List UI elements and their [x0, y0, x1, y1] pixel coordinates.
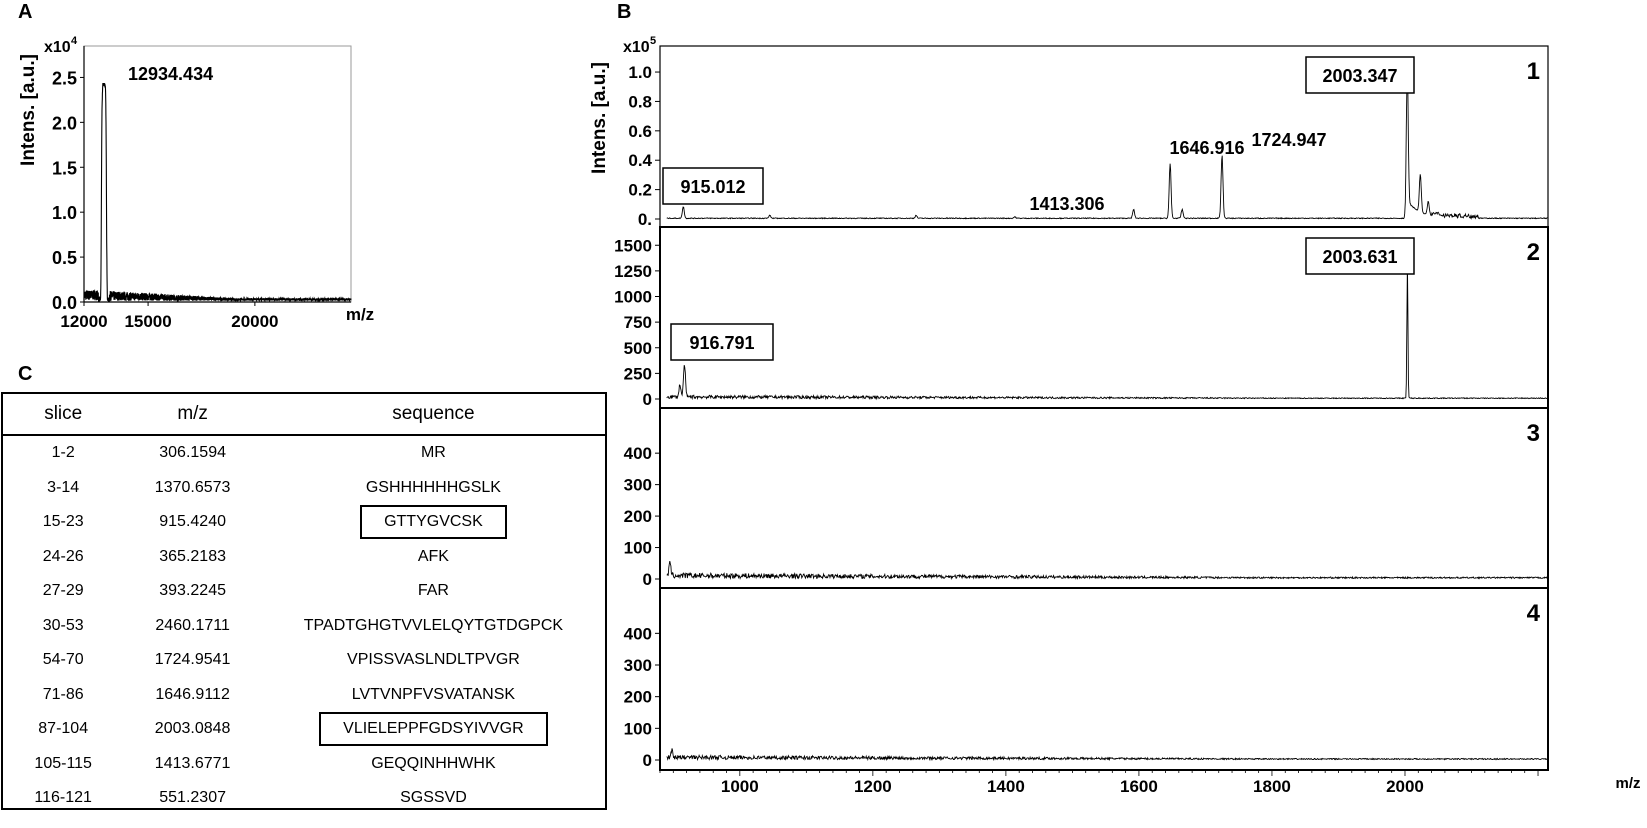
- y-tick-label: 300: [623, 475, 652, 495]
- header-sequence: sequence: [262, 394, 605, 435]
- cell-mz: 1413.6771: [154, 754, 231, 772]
- cell-slice: 27-29: [42, 582, 84, 600]
- cell-mz: 551.2307: [159, 789, 226, 807]
- subplot-4: [624, 588, 1548, 770]
- subplot-frame: [660, 588, 1548, 770]
- table-row: [3, 712, 605, 747]
- cell-mz: 2003.0848: [154, 720, 231, 738]
- cell-sequence: [262, 435, 605, 471]
- peak-label: 1646.916: [1169, 138, 1245, 158]
- table-row: [3, 609, 605, 644]
- subplot-frame: [660, 227, 1548, 408]
- y-tick-label: 0.8: [628, 92, 652, 112]
- cell-sequence: [262, 574, 605, 609]
- y-tick-label: 0: [642, 390, 652, 409]
- table-row: [3, 643, 605, 678]
- x-tick-label: 12000: [60, 312, 108, 331]
- y-tick-label: 1.0: [628, 63, 652, 83]
- y-tick-label: 0.6: [628, 121, 652, 141]
- y-tick-label: 0.4: [628, 151, 652, 171]
- y-tick-label: 750: [623, 313, 652, 333]
- panel-label-c: C: [18, 363, 33, 385]
- y-tick-label: 1000: [614, 287, 652, 307]
- cell-sequence: [262, 747, 605, 782]
- spectrum-trace: [667, 748, 1548, 759]
- table-row: [3, 505, 605, 540]
- sequence-text: TPADTGHGTVVLELQYTGTDGPCK: [303, 616, 564, 634]
- cell-sequence: [262, 643, 605, 678]
- cell-sequence: [262, 471, 605, 506]
- subplot-2: [614, 227, 1548, 409]
- y-multiplier-exp: 5: [650, 35, 657, 47]
- y-multiplier: x10: [623, 39, 650, 56]
- x-tick-label: 20000: [231, 312, 279, 331]
- cell-slice: 71-86: [42, 685, 84, 703]
- y-tick-label: 200: [623, 507, 652, 527]
- table-row: [3, 781, 605, 816]
- x-tick-label: 1800: [1253, 777, 1291, 796]
- y-tick-label: 200: [623, 687, 652, 707]
- sequence-text: VPISSVASLNDLTPVGR: [347, 651, 520, 669]
- sequence-text: FAR: [417, 582, 449, 600]
- y-tick-label: 1500: [614, 236, 652, 256]
- y-tick-label: 500: [623, 338, 652, 358]
- y-tick-label: 0.2: [628, 180, 652, 200]
- y-tick-label: 100: [623, 538, 652, 558]
- peak-label: 1724.947: [1251, 130, 1327, 150]
- sequence-highlight-box: VLIELEPPFGDSYIVVGR: [319, 712, 548, 746]
- subplot-number: 3: [1526, 420, 1540, 447]
- x-tick-label: 1400: [986, 777, 1025, 796]
- x-tick-label: 1000: [720, 777, 759, 796]
- subplot-frame: [660, 408, 1548, 588]
- panel-b-chart: [589, 35, 1641, 796]
- cell-mz: 1370.6573: [154, 478, 231, 496]
- sequence-text: MR: [420, 444, 446, 462]
- table-row: [3, 471, 605, 506]
- y-axis-label: Intens. [a.u.]: [589, 62, 610, 174]
- y-axis-label: Intens. [a.u.]: [18, 54, 39, 166]
- cell-slice: 15-23: [42, 513, 84, 531]
- cell-slice: 87-104: [38, 720, 89, 738]
- y-tick-label: 2.0: [51, 113, 77, 134]
- cell-sequence: [262, 505, 605, 540]
- cell-mz: 365.2183: [159, 547, 226, 565]
- spectrum-trace: [667, 561, 1548, 578]
- subplot-3: [624, 408, 1548, 589]
- y-tick-label: 250: [623, 364, 652, 384]
- cell-slice: 3-14: [47, 478, 80, 496]
- y-tick-label: 1250: [614, 261, 652, 281]
- y-tick-label: 0.5: [51, 248, 77, 269]
- plot-frame: [84, 46, 351, 302]
- sequence-text: AFK: [417, 547, 449, 565]
- y-tick-label: 100: [623, 719, 652, 739]
- x-tick-label: 1600: [1120, 777, 1158, 796]
- cell-slice: 24-26: [42, 547, 84, 565]
- cell-slice: 54-70: [42, 651, 84, 669]
- subplot-1: [623, 35, 1548, 229]
- table-row: [3, 747, 605, 782]
- y-tick-label: 400: [623, 444, 652, 464]
- peak-label: 12934.434: [128, 64, 214, 84]
- panel-label-a: A: [18, 1, 33, 23]
- cell-sequence: [262, 540, 605, 575]
- panel-a-chart: [18, 35, 374, 331]
- sequence-highlight-box: GTTYGVCSK: [360, 505, 507, 539]
- peak-label: 915.012: [680, 177, 746, 197]
- y-tick-label: 0: [642, 570, 652, 589]
- peak-label: 916.791: [689, 333, 755, 353]
- y-tick-label: 0.: [637, 210, 652, 229]
- cell-sequence: [262, 678, 605, 713]
- sequence-text: GSHHHHHHGSLK: [365, 478, 501, 496]
- peak-label: 2003.347: [1322, 66, 1398, 86]
- panel-label-b: B: [617, 1, 632, 23]
- peak-label: 2003.631: [1322, 247, 1398, 267]
- y-tick-label: 0: [642, 751, 652, 770]
- panel-c-table: [1, 392, 607, 810]
- cell-slice: 116-121: [34, 789, 92, 807]
- table-row: [3, 435, 605, 471]
- spectrum-trace: [667, 261, 1548, 399]
- cell-slice: 30-53: [42, 616, 84, 634]
- peptide-table: [3, 394, 605, 816]
- y-tick-label: 2.5: [51, 68, 77, 89]
- subplot-number: 1: [1526, 58, 1540, 85]
- x-tick-label: 15000: [124, 312, 172, 331]
- cell-mz: 2460.1711: [155, 616, 230, 634]
- cell-slice: 1-2: [51, 444, 75, 462]
- subplot-number: 4: [1526, 600, 1540, 627]
- sequence-text: LVTVNPFVSVATANSK: [351, 685, 516, 703]
- cell-mz: 1724.9541: [154, 651, 231, 669]
- y-tick-label: 1.5: [51, 158, 77, 179]
- table-row: [3, 540, 605, 575]
- sequence-text: SGSSVD: [400, 789, 467, 807]
- cell-mz: 393.2245: [159, 582, 226, 600]
- sequence-text: GEQQINHHWHK: [371, 754, 496, 772]
- y-tick-label: 300: [623, 656, 652, 675]
- spectrum-trace: [667, 60, 1548, 219]
- cell-mz: 1646.9112: [155, 685, 230, 703]
- x-tick-label: 2000: [1386, 777, 1424, 796]
- cell-mz: 915.4240: [159, 513, 226, 531]
- cell-sequence: [262, 712, 605, 747]
- cell-sequence: [262, 609, 605, 644]
- cell-mz: 306.1594: [159, 444, 226, 462]
- spectrum-trace: [84, 83, 351, 302]
- cell-sequence: [262, 781, 605, 816]
- table-row: [3, 574, 605, 609]
- y-tick-label: 400: [623, 624, 652, 644]
- peak-label: 1413.306: [1029, 194, 1105, 214]
- subplot-number: 2: [1526, 239, 1540, 266]
- y-multiplier: x10: [44, 39, 71, 56]
- y-multiplier-exp: 4: [71, 35, 78, 47]
- header-slice: slice: [3, 394, 123, 435]
- table-header-row: [3, 394, 605, 435]
- x-tick-label: 1200: [853, 777, 892, 796]
- x-axis-label: m/z: [1615, 775, 1641, 792]
- table-row: [3, 678, 605, 713]
- x-axis-label: m/z: [345, 305, 375, 324]
- cell-slice: 105-115: [34, 754, 92, 772]
- y-tick-label: 0.0: [51, 293, 77, 313]
- header-mz: m/z: [123, 394, 261, 435]
- y-tick-label: 1.0: [51, 203, 77, 224]
